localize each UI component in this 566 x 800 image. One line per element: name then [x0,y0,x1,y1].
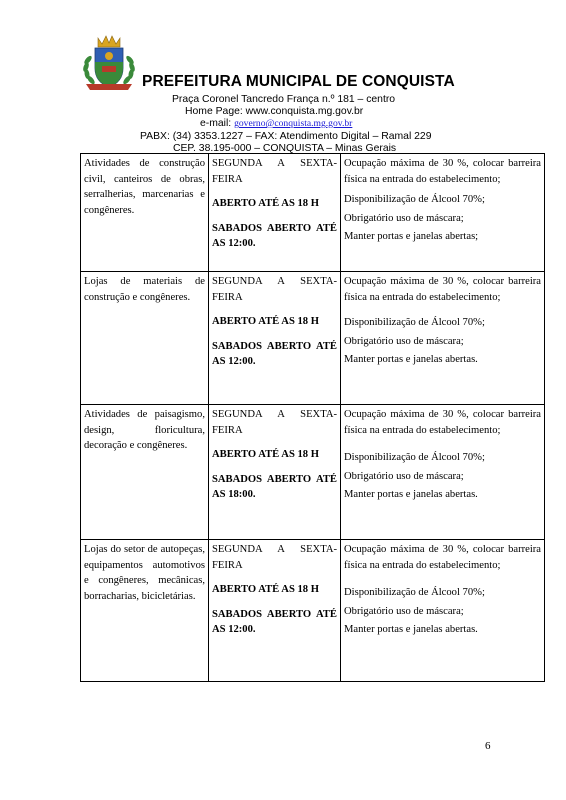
phone-line: PABX: (34) 3353.1227 – FAX: Atendimento Digital – Ramal 229 [140,131,432,142]
schedule-cell [209,540,341,682]
table-row [81,540,545,682]
activity-cell: Atividades de construção civil, canteiros de obras, serralherias, marcenarias e congêneres. [81,154,209,272]
activity-cell: Lojas de materiais de construção e congêneres. [81,272,209,405]
days-text: SEGUNDA A SEXTA-FEIRA [212,158,337,185]
email-link[interactable]: governo@conquista.mg.gov.br [234,118,353,129]
alcohol-text: Disponibilização de Álcool 70%; [344,317,485,329]
requirements-cell [341,154,545,272]
saturday-hours: SABADOS ABERTO ATÉ AS 18:00. [212,473,337,501]
rules-table [80,153,545,682]
capacity-text: Ocupação máxima de 30 %, colocar barreira física na entrada do estabelecimento; [344,158,541,185]
requirements-cell [341,540,545,682]
activity-cell: Atividades de paisagismo, design, floricultura, decoração e congêneres. [81,405,209,540]
page-number: 6 [485,740,491,752]
table-row [81,272,545,405]
capacity-text: Ocupação máxima de 30 %, colocar barreira física na entrada do estabelecimento; [344,544,541,571]
mask-text: Obrigatório uso de máscara; [344,212,464,224]
windows-text: Manter portas e janelas abertas. [344,354,478,366]
saturday-hours: SABADOS ABERTO ATÉ AS 12:00. [212,340,337,368]
capacity-text: Ocupação máxima de 30 %, colocar barreira física na entrada do estabelecimento; [344,276,541,303]
weekday-hours: ABERTO ATÉ AS 18 H [212,449,319,461]
email-label: e-mail: [200,118,235,129]
saturday-hours: SABADOS ABERTO ATÉ AS 12:00. [212,222,337,250]
requirements-cell [341,405,545,540]
requirements-cell [341,272,545,405]
alcohol-text: Disponibilização de Álcool 70%; [344,194,485,206]
schedule-cell [209,272,341,405]
mask-text: Obrigatório uso de máscara; [344,470,464,482]
weekday-hours: ABERTO ATÉ AS 18 H [212,316,319,328]
address-line: Praça Coronel Tancredo França n.º 181 – centro [172,94,396,105]
email-line [200,118,352,130]
mask-text: Obrigatório uso de máscara; [344,335,464,347]
windows-text: Manter portas e janelas abertas; [344,231,479,243]
days-text: SEGUNDA A SEXTA-FEIRA [212,544,337,571]
schedule-cell [209,154,341,272]
weekday-hours: ABERTO ATÉ AS 18 H [212,584,319,596]
table-row [81,154,545,272]
windows-text: Manter portas e janelas abertas. [344,489,478,501]
days-text: SEGUNDA A SEXTA-FEIRA [212,276,337,303]
municipal-crest-icon [78,34,140,92]
activity-cell: Lojas do setor de autopeças, equipamentos automotivos e congêneres, mecânicas, borracharias, bicicletárias. [81,540,209,682]
schedule-cell [209,405,341,540]
cep-line: CEP. 38.195-000 – CONQUISTA – Minas Gerais [173,143,397,154]
mask-text: Obrigatório uso de máscara; [344,605,464,617]
days-text: SEGUNDA A SEXTA-FEIRA [212,409,337,436]
table-row [81,405,545,540]
saturday-hours: SABADOS ABERTO ATÉ AS 12:00. [212,608,337,636]
page-title: PREFEITURA MUNICIPAL DE CONQUISTA [142,73,455,90]
alcohol-text: Disponibilização de Álcool 70%; [344,587,485,599]
capacity-text: Ocupação máxima de 30 %, colocar barreira física na entrada do estabelecimento; [344,409,541,436]
windows-text: Manter portas e janelas abertas. [344,624,478,636]
homepage-line: Home Page: www.conquista.mg.gov.br [185,106,364,117]
weekday-hours: ABERTO ATÉ AS 18 H [212,198,319,210]
alcohol-text: Disponibilização de Álcool 70%; [344,452,485,464]
